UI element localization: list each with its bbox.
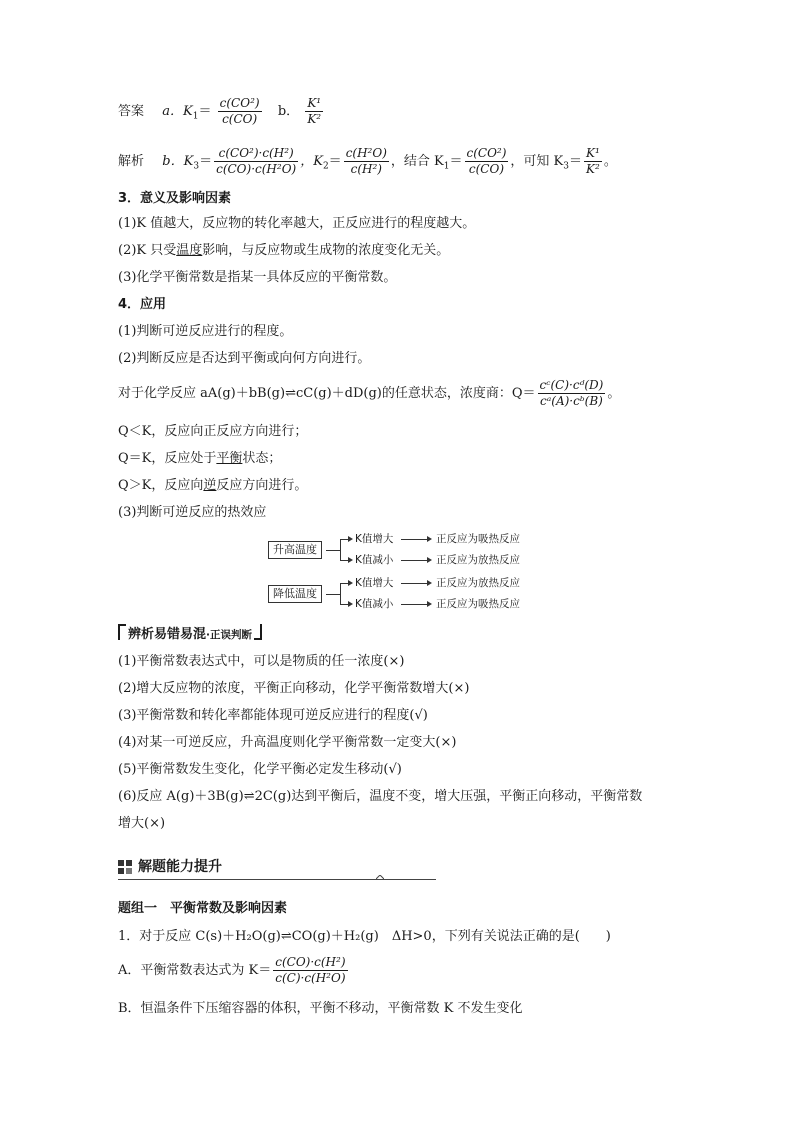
k-up-2: K值增大 (355, 577, 394, 589)
arrow-icon (427, 557, 432, 563)
section4-gt-a: Q＞K，反应向 (118, 478, 204, 493)
section4-eq-underlined: 平衡 (216, 451, 243, 466)
judge-item-3: (3)平衡常数和转化率都能体现可逆反应进行的程度(√) (118, 708, 428, 723)
analysis-k1-denominator: c(CO) (468, 162, 505, 176)
analysis-k2-numerator: c(H²O) (345, 146, 387, 160)
analysis-line: 解析 b．$K_3=$ $\frac{\text{c(CO²)·c(H²)}}{\text{c(CO)·c(H²O)}}$ ，$K_2=$ $\frac{\text{c(H²O)}}{\text{c(H²)}}$ ，结合 $K_1=$ $\frac{\text{c(CO²)}}{c(CO)}$ ，可知 $K_3=$ $\frac{\text{K¹}}{\text{K²}}$ 。 (118, 146, 617, 176)
section4-gt-b: 反应方向进行。 (216, 478, 308, 493)
connector-line (401, 560, 429, 561)
answer-b-prefix: b． (277, 104, 300, 119)
section4-q-text: 对于化学反应 aA(g)＋bB(g)⇌cC(g)＋dD(g)的任意状态，浓度商：Q＝ (118, 386, 536, 401)
analysis-combine: ，结合 K (390, 154, 444, 169)
analysis-result-denominator: K² (586, 162, 600, 176)
analysis-k2-denominator: c(H²) (350, 162, 382, 176)
section4-q-fraction (538, 378, 606, 409)
arrow-icon (348, 601, 353, 607)
answer-a-denominator: c(CO) (222, 112, 258, 126)
section4-gt (118, 477, 698, 495)
answer-a-eq: ＝ (198, 104, 212, 119)
section4-lt: Q＜K，反应向正反应方向进行； (118, 424, 308, 439)
question-1: 1．对于反应 C(s)＋H₂O(g)⇌CO(g)＋H₂(g) ΔH>0，下列有关说法正确的是( ) (118, 929, 611, 944)
arrow-icon (348, 580, 353, 586)
section4-gt-underlined: 逆 (203, 478, 217, 493)
option-a-prefix: A．平衡常数表达式为 K＝ (118, 963, 272, 978)
ability-title: 解题能力提升 (138, 859, 222, 875)
analysis-k3-sub: 3 (193, 161, 200, 172)
connector-line (401, 604, 429, 605)
arrow-icon (348, 557, 353, 563)
section-block-icon (118, 860, 132, 874)
answer-a-fraction (218, 96, 262, 127)
section3-item1: (1)K 值越大，反应物的转化率越大，正反应进行的程度越大。 (118, 216, 476, 231)
answer-b-numerator: K¹ (307, 96, 322, 110)
section4-q-denominator: cᵃ(A)·cᵇ(B) (540, 394, 603, 408)
bracket-left-icon (118, 624, 126, 640)
analysis-k3-numerator: c(CO²)·c(H²) (214, 146, 298, 162)
result-exo-1: 正反应为放热反应 (436, 554, 520, 566)
k-down-2: K值减小 (355, 598, 394, 610)
judge-subtitle: ·正误判断 (206, 629, 253, 641)
answer-label: 答案 (118, 104, 145, 119)
result-exo-2: 正反应为放热反应 (436, 577, 520, 589)
judge-item-5: (5)平衡常数发生变化，化学平衡必定发生移动(√) (118, 762, 402, 777)
section4-eq (118, 450, 698, 468)
analysis-k3-prefix: b．K (162, 154, 194, 169)
k-down-1: K值减小 (355, 554, 394, 566)
bracket-right-icon (254, 624, 262, 640)
analysis-result-numerator: K¹ (586, 146, 600, 160)
judge-item-6: (6)反应 A(g)＋3B(g)⇌2C(g)达到平衡后，温度不变，增大压强，平衡正向移动，平衡常数 (118, 789, 643, 804)
analysis-k2-prefix: ，K (300, 154, 323, 169)
analysis-k3-fraction (214, 146, 298, 177)
section3-item2-a: (2)K 只受 (118, 243, 177, 258)
analysis-k3-denominator: c(CO)·c(H²O) (216, 162, 297, 176)
section4-eq-a: Q＝K，反应处于 (118, 451, 217, 466)
section4-q-numerator: cᶜ(C)·cᵈ(D) (539, 378, 604, 392)
connector-line (340, 604, 348, 605)
section3-item2 (118, 242, 698, 260)
box-raise-temp: 升高温度 (268, 541, 322, 559)
ability-section-header (118, 858, 436, 882)
section4-item1: (1)判断可逆反应进行的程度。 (118, 324, 293, 339)
result-endo-1: 正反应为吸热反应 (436, 533, 520, 545)
option-a-line (118, 955, 698, 986)
connector-line (401, 539, 429, 540)
section3-title: 3．意义及影响因素 (118, 191, 232, 206)
section4-item3: (3)判断可逆反应的热效应 (118, 505, 267, 520)
judge-title: 辨析易错易混 (128, 627, 207, 642)
judge-item-4: (4)对某一可逆反应，升高温度则化学平衡常数一定变大(×) (118, 735, 457, 750)
judge-header (118, 624, 262, 644)
analysis-combine-sub: 1 (443, 161, 450, 172)
section4-q-end: 。 (607, 386, 621, 401)
judge-item-1: (1)平衡常数表达式中，可以是物质的任一浓度(×) (118, 654, 405, 669)
connector-line (340, 539, 348, 540)
box-lower-temp: 降低温度 (268, 585, 322, 603)
connector-line (326, 550, 340, 551)
result-endo-2: 正反应为吸热反应 (436, 598, 520, 610)
rule-notch-icon (376, 875, 384, 880)
analysis-k1-fraction (465, 146, 509, 177)
option-a-fraction (273, 955, 347, 986)
answer-b-fraction (305, 96, 323, 127)
arrow-icon (427, 601, 432, 607)
judge-item-6-cont: 增大(×) (118, 816, 166, 831)
connector-line (340, 560, 348, 561)
arrow-icon (427, 536, 432, 542)
connector-line (340, 539, 341, 561)
arrow-icon (427, 580, 432, 586)
analysis-k2-sub: 2 (322, 161, 329, 172)
analysis-label: 解析 (118, 154, 145, 169)
analysis-known: ，可知 K (510, 154, 564, 169)
analysis-k2-fraction (344, 146, 389, 177)
analysis-end: 。 (603, 154, 617, 169)
ability-group: 题组一 平衡常数及影响因素 (118, 901, 288, 916)
option-a-numerator: c(CO)·c(H²) (275, 955, 346, 969)
arrow-icon (348, 536, 353, 542)
answer-a-sub: 1 (192, 111, 199, 122)
connector-line (340, 583, 341, 605)
answer-a-numerator: c(CO²) (219, 96, 260, 110)
analysis-known-sub: 3 (563, 161, 570, 172)
analysis-result-fraction (584, 146, 602, 177)
answer-a-prefix: a．K (162, 104, 193, 119)
connector-line (326, 594, 340, 595)
answer-line (118, 96, 698, 127)
answer-b-denominator: K² (307, 112, 322, 126)
section4-q-line (118, 378, 698, 409)
section3-item3: (3)化学平衡常数是指某一具体反应的平衡常数。 (118, 270, 397, 285)
judge-item-2: (2)增大反应物的浓度，平衡正向移动，化学平衡常数增大(×) (118, 681, 470, 696)
section4-title: 4．应用 (118, 297, 167, 312)
k-up-1: K值增大 (355, 533, 394, 545)
section-rule (118, 879, 436, 880)
option-a-denominator: c(C)·c(H²O) (275, 971, 346, 985)
section3-item2-b: 影响，与反应物或生成物的浓度变化无关。 (202, 243, 450, 258)
section4-eq-b: 状态； (242, 451, 282, 466)
section4-item2: (2)判断反应是否达到平衡或向何方向进行。 (118, 351, 371, 366)
option-b: B．恒温条件下压缩容器的体积，平衡不移动，平衡常数 K 不发生变化 (118, 1001, 523, 1016)
connector-line (340, 583, 348, 584)
connector-line (401, 583, 429, 584)
analysis-k1-numerator: c(CO²) (466, 146, 507, 160)
heat-effect-diagram (268, 533, 538, 616)
section3-item2-underlined: 温度 (176, 243, 203, 258)
